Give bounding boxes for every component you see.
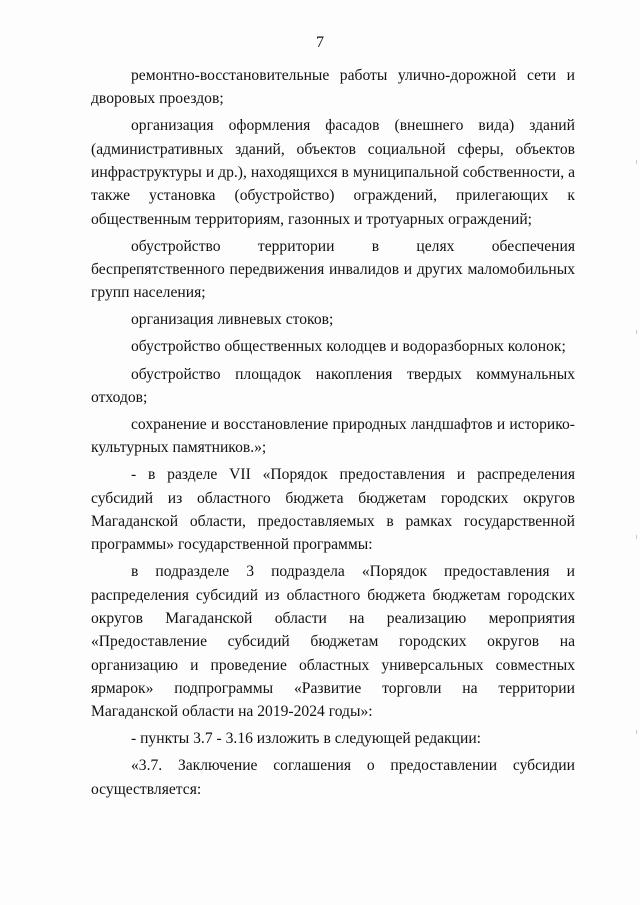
paragraph-accessibility: обустройство территории в целях обеспечения беспрепятственного передвижения инвалидов и других маломобильных групп населения; [91, 237, 575, 302]
paragraph-items-3-7-3-16: - пункты 3.7 - 3.16 изложить в следующей редакции: [131, 730, 481, 748]
paragraph-section-vii: - в разделе VII «Порядок предоставления и распределения субсидий из областного бюджета бюджетам городских округов Магаданской области, предоставляемых в рамках государственной программы» государственной программы: [91, 466, 575, 554]
paragraph-road-repair: ремонтно-восстановительные работы улично-дорожной сети и дворовых проездов; [91, 67, 575, 108]
page-number: 7 [316, 34, 324, 51]
paragraph-landscapes: сохранение и восстановление природных ландшафтов и историко-культурных памятников.»; [91, 415, 575, 457]
scan-artifact [636, 535, 637, 539]
document-body [91, 64, 575, 805]
paragraph-subsection-3: в подразделе 3 подраздела «Порядок предоставления и распределения субсидий из областного бюджета бюджетам городских округов Магаданской области на реализацию мероприятия «Предоставление субсидий бюджетам городских округов на организацию и проведение областных универсальных совместных ярмарок» подпрограммы «Развитие торговли на территории Магаданской области на 2019-2024 годы»: [91, 563, 575, 721]
paragraph-wells: обустройство общественных колодцев и водоразборных колонок; [131, 338, 566, 356]
scan-artifact [636, 330, 637, 334]
paragraph-waste-sites: обустройство площадок накопления твердых коммунальных отходов; [91, 365, 575, 406]
scan-artifact [636, 160, 637, 164]
paragraph-storm-drains: организация ливневых стоков; [131, 311, 334, 329]
paragraph-3-7: «3.7. Заключение соглашения о предоставлении субсидии осуществляется: [91, 757, 575, 798]
paragraph-facades: организация оформления фасадов (внешнего вида) зданий (административных зданий, объектов социальной сферы, объектов инфраструктуры и др.), находящихся в муниципальной собственности, а также установка (обустройство) ограждений, прилегающих к общественным территориям, газонных и тротуарных ограждений; [91, 117, 575, 228]
scan-artifact [636, 730, 637, 734]
